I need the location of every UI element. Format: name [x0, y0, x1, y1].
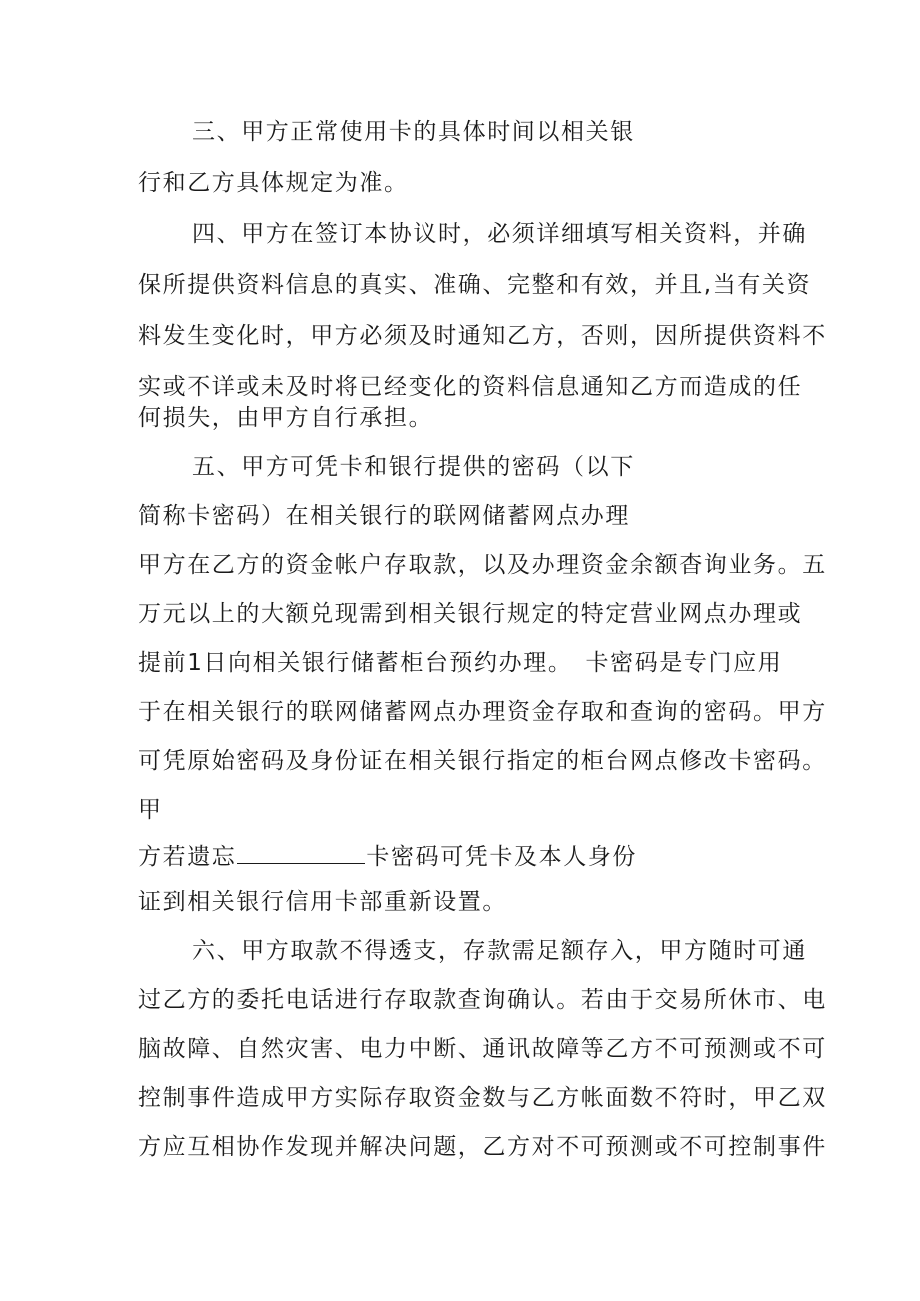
clause-6-line-5: 方应互相协作发现并解决问题，乙方对不可预测或不可控制事件 [138, 1134, 827, 1160]
clause-5-line-8: 甲 [138, 797, 163, 823]
clause-4-line-5: 何损失，由甲方自行承担。 [138, 405, 434, 431]
clause-5-line-7: 可凭原始密码及身份证在相关银行指定的柜台网点修改卡密码。 [138, 748, 827, 774]
clause-4-line-3: 料发生变化时，甲方必须及时通知乙方，否则，因所提供资料不 [138, 323, 827, 349]
clause-5-line-10: 证到相关银行信用卡部重新设置。 [138, 889, 507, 915]
clause-5-line-6: 于在相关银行的联网储蓄网点办理资金存取和查询的密码。甲方 [138, 699, 827, 725]
clause-5-line-3: 甲方在乙方的资金帐户存取款，以及办理资金余额杳询业务。五 [138, 552, 827, 578]
clause-5-line-9 [138, 837, 637, 877]
clause-6-line-3: 脑故障、自然灾害、电力中断、通讯故障等乙方不可预测或不可 [138, 1036, 827, 1062]
clause-3-line-2: 行和乙方具体规定为准。 [138, 170, 409, 196]
clause-4-line-2: 保所提供资料信息的真实、准确、完整和有效，并且,当有关资 [138, 272, 812, 298]
clause-3-line-1: 三、甲方正常使用卡的具体时间以相关银 [192, 119, 635, 145]
clause-6-line-2: 过乙方的委托电话进行存取款查询确认。若由于交易所休市、电 [138, 987, 827, 1013]
clause-5-line-4: 万元以上的大额兑现需到相关银行规定的特定营业网点办理或 [138, 601, 803, 627]
clause-4-line-1: 四、甲方在签订本协议时，必须详细填写相关资料，并确 [192, 221, 807, 247]
clause-5-line-9-start: 方若遗忘 [138, 844, 237, 870]
clause-6-line-4: 控制事件造成甲方实际存取资金数与乙方帐面数不符时，甲乙双 [138, 1085, 827, 1111]
clause-5-line-5: 提前1日向相关银行储蓄柜台预约办理。 卡密码是专门应用 [138, 650, 783, 676]
clause-5-line-2: 简称卡密码）在相关银行的联网储蓄网点办理 [138, 503, 630, 529]
fill-in-blank [237, 841, 365, 864]
clause-5-line-9-end: 卡密码可凭卡及本人身份 [366, 844, 638, 870]
clause-5-line-1: 五、甲方可凭卡和银行提供的密码（以下 [192, 454, 635, 480]
clause-6-line-1: 六、甲方取款不得透支，存款需足额存入，甲方随时可通 [192, 938, 807, 964]
clause-4-line-4: 实或不详或未及时将已经变化的资料信息通知乙方而造成的任 [138, 374, 803, 400]
